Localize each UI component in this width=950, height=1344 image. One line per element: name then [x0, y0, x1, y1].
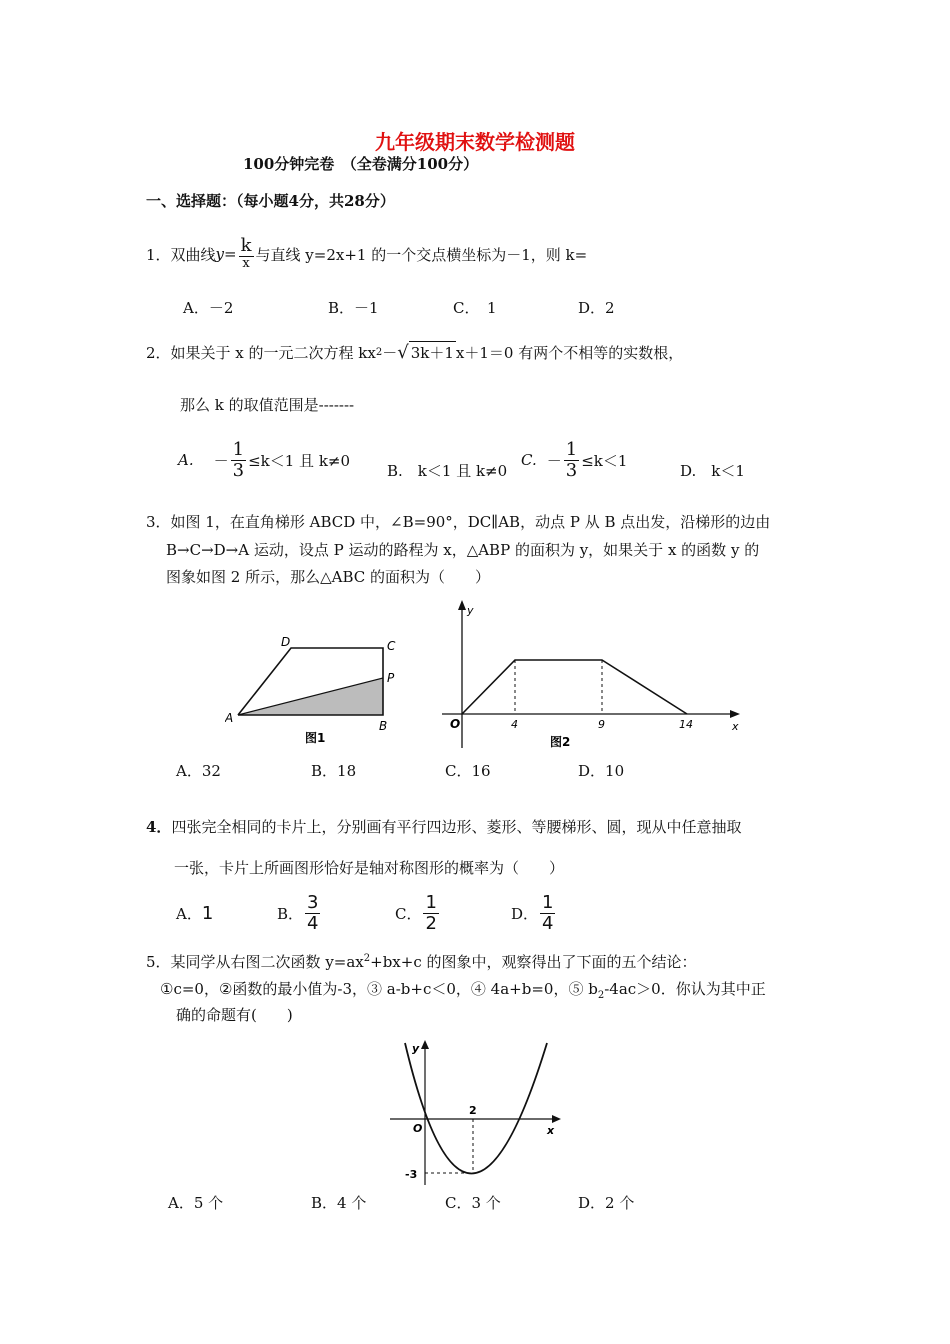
page-title: 九年级期末数学检测题: [375, 130, 575, 154]
q5-text-1a: 5．某同学从右图二次函数 y=ax: [146, 953, 364, 971]
label-d: D: [281, 635, 291, 649]
y-axis-arrow-icon: [421, 1040, 429, 1049]
q2-a-frac-num: 1: [232, 438, 245, 460]
q4-option-d: [511, 890, 557, 936]
q2-a-rest: ≤k＜1 且 k≠0: [248, 451, 351, 470]
q2-prefix: 2．如果关于 x 的一元二次方程 kx: [146, 343, 376, 362]
q4-c-label: C．: [395, 904, 422, 923]
question-2: [146, 335, 683, 369]
q2-minus: －: [382, 343, 398, 362]
q2-option-d: D. k＜1: [680, 462, 745, 480]
q2-option-a: [178, 430, 350, 490]
q4-line-2: 一张，卡片上所画图形恰好是轴对称图形的概率为（ ）: [174, 859, 565, 877]
radical-icon: √: [397, 341, 409, 363]
tick-label-minus-3: -3: [405, 1168, 418, 1181]
q4-c-num: 1: [425, 891, 437, 913]
q5-option-d: D．2 个: [578, 1194, 635, 1212]
axis-label-x: x: [732, 720, 739, 733]
q1-frac-num: k: [240, 235, 252, 257]
q4-option-a: [176, 890, 213, 936]
axis-label-y: y: [467, 604, 474, 617]
q4-b-num: 3: [307, 891, 319, 913]
subtitle: 100分钟完卷 （全卷满分100分）: [243, 155, 479, 173]
q2-a-label: A.: [178, 451, 194, 469]
q1-suffix: 与直线 y=2x+1 的一个交点横坐标为－1，则 k=: [255, 245, 588, 264]
q4-number: 4．: [146, 818, 172, 836]
origin-label: O: [413, 1122, 423, 1135]
q4-c-den: 2: [425, 912, 437, 934]
tick-label-2: 2: [469, 1104, 477, 1117]
q3-option-c: C．16: [445, 762, 491, 780]
figure-2-graph: [440, 600, 750, 750]
q4-line-1: [146, 816, 741, 837]
q5-option-c: C．3 个: [445, 1194, 501, 1212]
q2-c-minus: －: [546, 451, 562, 470]
q3-option-d: D．10: [578, 762, 625, 780]
q4-b-fraction: [305, 893, 320, 934]
function-line: [462, 660, 687, 714]
q2-radicand: 3k＋1: [409, 341, 456, 363]
q5-text-2b: -4ac＞0．你认为其中正: [604, 980, 766, 998]
q4-a-value: 1: [201, 902, 214, 924]
x-axis-arrow-icon: [730, 710, 740, 718]
q2-a-minus: －: [213, 451, 229, 470]
tick-label-14: 14: [679, 718, 693, 731]
q1-fraction: [239, 236, 254, 271]
label-b: B: [379, 719, 388, 733]
label-a: A: [225, 711, 234, 725]
q2-c-fraction: [564, 440, 579, 481]
q3-line-3: 图象如图 2 所示，那么△ABC 的面积为（ ）: [166, 568, 490, 586]
q1-frac-den: x: [242, 256, 250, 272]
q5-line-1: [146, 951, 697, 972]
q3-line-1: 3．如图 1，在直角梯形 ABCD 中，∠B=90°，DC∥AB，动点 P 从 B 点出发，沿梯形的边由: [146, 513, 771, 531]
q2-option-b: B. k＜1 且 k≠0: [387, 462, 508, 480]
q5-subscript: 2: [597, 990, 605, 1001]
q1-y-eq: y=: [215, 245, 237, 263]
q5-text-2a: ①c=0，②函数的最小值为-3，③ a-b+c＜0，④ 4a+b=0，⑤ b: [160, 980, 598, 998]
figure-2-caption: 图2: [550, 735, 571, 749]
q4-d-label: D．: [511, 904, 539, 923]
q2-c-rest: ≤k＜1: [581, 451, 628, 470]
q4-b-den: 4: [307, 912, 319, 934]
q1-prefix: 1．双曲线: [146, 245, 216, 264]
label-p: P: [387, 671, 395, 685]
q4-c-fraction: [423, 893, 438, 934]
question-1: [146, 224, 587, 284]
q3-line-2: B→C→D→A 运动，设点 P 运动的路程为 x，△ABP 的面积为 y，如果关于 x 的函数 y 的: [166, 541, 760, 559]
figure-1-caption: 图1: [305, 731, 326, 745]
q1-option-b: B．－1: [328, 299, 379, 317]
q2-a-fraction: [231, 440, 246, 481]
q4-option-b: [277, 890, 322, 936]
origin-label: O: [450, 717, 461, 731]
y-axis-arrow-icon: [458, 600, 466, 610]
q1-option-c: C． 1: [453, 299, 497, 317]
q4-a-label: A．: [176, 904, 202, 923]
q4-b-label: B．: [277, 904, 304, 923]
tick-label-9: 9: [598, 718, 605, 731]
q5-option-b: B．4 个: [311, 1194, 367, 1212]
x-axis-arrow-icon: [552, 1115, 561, 1123]
q4-text-1: 四张完全相同的卡片上，分别画有平行四边形、菱形、等腰梯形、圆，现从中任意抽取: [171, 818, 742, 836]
label-c: C: [387, 639, 396, 653]
q2-square: 2: [375, 346, 383, 358]
q2-line-2: 那么 k 的取值范围是-------: [180, 396, 355, 414]
q4-option-c: [395, 890, 441, 936]
q5-option-a: A．5 个: [168, 1194, 224, 1212]
q2-c-frac-num: 1: [565, 438, 578, 460]
q4-d-den: 4: [542, 912, 554, 934]
axis-label-y: y: [412, 1042, 420, 1055]
figure-1-trapezoid: [225, 630, 405, 750]
axis-label-x: x: [547, 1124, 555, 1137]
q4-d-fraction: [540, 893, 555, 934]
q1-option-a: A．－2: [183, 299, 234, 317]
q2-suffix: x＋1＝0 有两个不相等的实数根，: [455, 343, 684, 362]
q3-option-a: A．32: [176, 762, 221, 780]
q5-square: 2: [363, 953, 371, 964]
parabola-graph: [375, 1040, 565, 1190]
q2-c-label: C.: [521, 451, 537, 469]
q4-d-num: 1: [542, 891, 554, 913]
tick-label-4: 4: [511, 718, 518, 731]
section-heading: 一、选择题：（每小题4分，共28分）: [146, 192, 395, 210]
q1-option-d: D．2: [578, 299, 615, 317]
q2-c-frac-den: 3: [565, 459, 578, 481]
q2-a-frac-den: 3: [232, 459, 245, 481]
q5-line-3: 确的命题有( ): [176, 1006, 293, 1024]
q5-text-1b: +bx+c 的图象中，观察得出了下面的五个结论：: [370, 953, 697, 971]
q3-option-b: B．18: [311, 762, 357, 780]
q2-option-c: [521, 430, 627, 490]
q5-line-2: [160, 978, 766, 1001]
